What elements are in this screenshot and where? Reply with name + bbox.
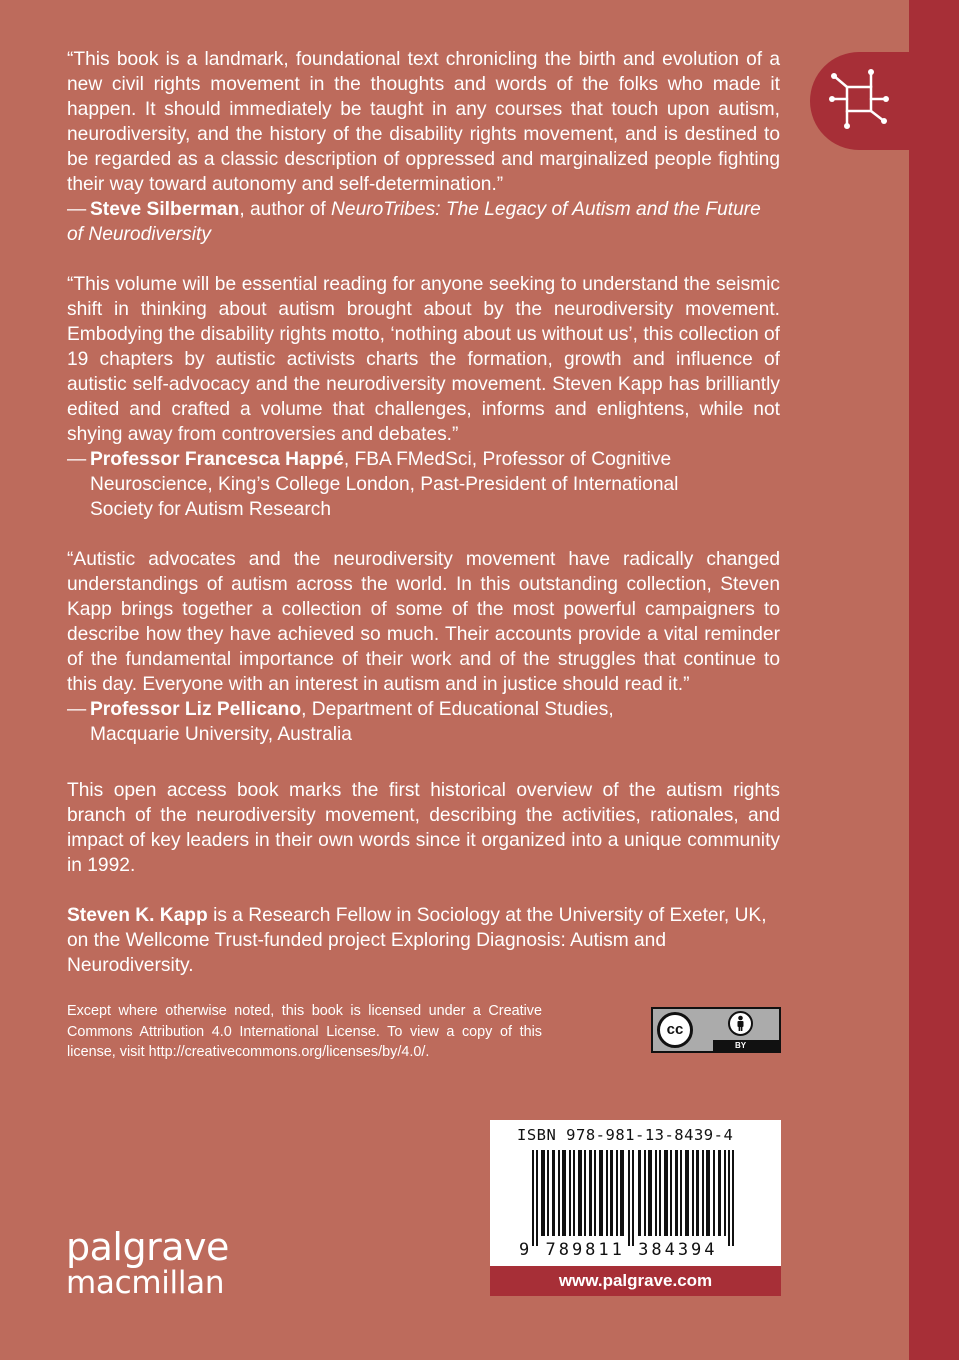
author-bio: Steven K. Kapp is a Research Fellow in Sociology at the University of Exeter, UK, on the Wellcome Trust-funded project Exploring Diagnosis: Autism and Neurodiversity. <box>67 905 767 976</box>
publisher-name-line1: palgrave <box>66 1225 229 1269</box>
book-title: NeuroTribes: The Legacy of Autism and the Future of Neurodiversity <box>67 199 761 245</box>
barcode-bars <box>532 1150 738 1246</box>
barcode <box>490 1120 781 1266</box>
publisher-logo <box>66 1225 229 1301</box>
endorsement-quote: “This volume will be essential reading for anyone seeking to understand the seismic shift in thinking about autism brought about by the neurodiversity movement. Embodying the disability rights motto, ‘nothing about us without us’, this collection of 19 chapters by autistic activists charts the formation, growth and influence of autistic self-advocacy and the neurodiversity movement. Steven Kapp has brilliantly edited and crafted a volume that challenges, informs and enlightens, while not shying away from controversies and debates.” <box>67 274 780 445</box>
cc-by-badge <box>651 1007 781 1053</box>
license-notice: Except where otherwise noted, this book is licensed under a Creative Commons Attribution 4.0 International License. To view a copy of this license, visit http://creativecommons.org/licenses/by/4.0/. <box>67 1003 542 1060</box>
endorsement-attribution: — Professor Francesca Happé, FBA FMedSci, Professor of Cognitive Neuroscience, King’s College London, Past-President of International Society for Autism Research <box>67 449 679 520</box>
palgrave-network-icon <box>828 68 890 130</box>
endorser-name: Steve Silberman <box>90 199 240 220</box>
endorser-name: Professor Francesca Happé <box>90 449 344 470</box>
book-spine <box>909 0 959 1360</box>
endorsement-attribution: — Professor Liz Pellicano, Department of Educational Studies, Macquarie University, Australia <box>67 699 614 745</box>
publisher-website: www.palgrave.com <box>490 1266 781 1296</box>
back-cover-text <box>67 47 780 978</box>
endorsement-quote: “This book is a landmark, foundational text chronicling the birth and evolution of a new civil rights movement in the thoughts and words of the folks who made it happen. It should immediately be taught in any courses that touch upon autism, neurodiversity, and the history of the disability rights movement, and is destined to be regarded as a classic description of oppressed and marginalized people fighting their way toward autonomy and self-determination.” <box>67 49 780 195</box>
person-icon <box>728 1011 753 1036</box>
barcode-digits: 9 789811 384394 <box>519 1240 718 1260</box>
publisher-badge <box>810 52 909 150</box>
cc-icon: cc <box>657 1012 693 1048</box>
author-name: Steven K. Kapp <box>67 905 208 926</box>
endorser-name: Professor Liz Pellicano <box>90 699 302 720</box>
publisher-name-line2: macmillan <box>66 1265 225 1301</box>
by-label: BY <box>735 1041 747 1050</box>
endorsement-attribution: — Steve Silberman, author of NeuroTribes: The Legacy of Autism and the Future of Neurodiversity <box>67 199 761 245</box>
isbn-text: ISBN 978-981-13-8439-4 <box>517 1126 734 1144</box>
endorsement-quote: “Autistic advocates and the neurodiversity movement have radically changed understandings of autism across the world. In this outstanding collection, Steven Kapp brings together a collection of some of the most powerful campaigners to describe how they have achieved so much. Their accounts provide a vital reminder of the fundamental importance of their work and of the struggles that continue to this day. Everyone with an interest in autism and in justice should read it.” <box>67 549 780 695</box>
book-blurb: This open access book marks the first historical overview of the autism rights branch of the neurodiversity movement, describing the activities, rationales, and impact of key leaders in their own words since it organized into a unique community in 1992. <box>67 780 780 876</box>
